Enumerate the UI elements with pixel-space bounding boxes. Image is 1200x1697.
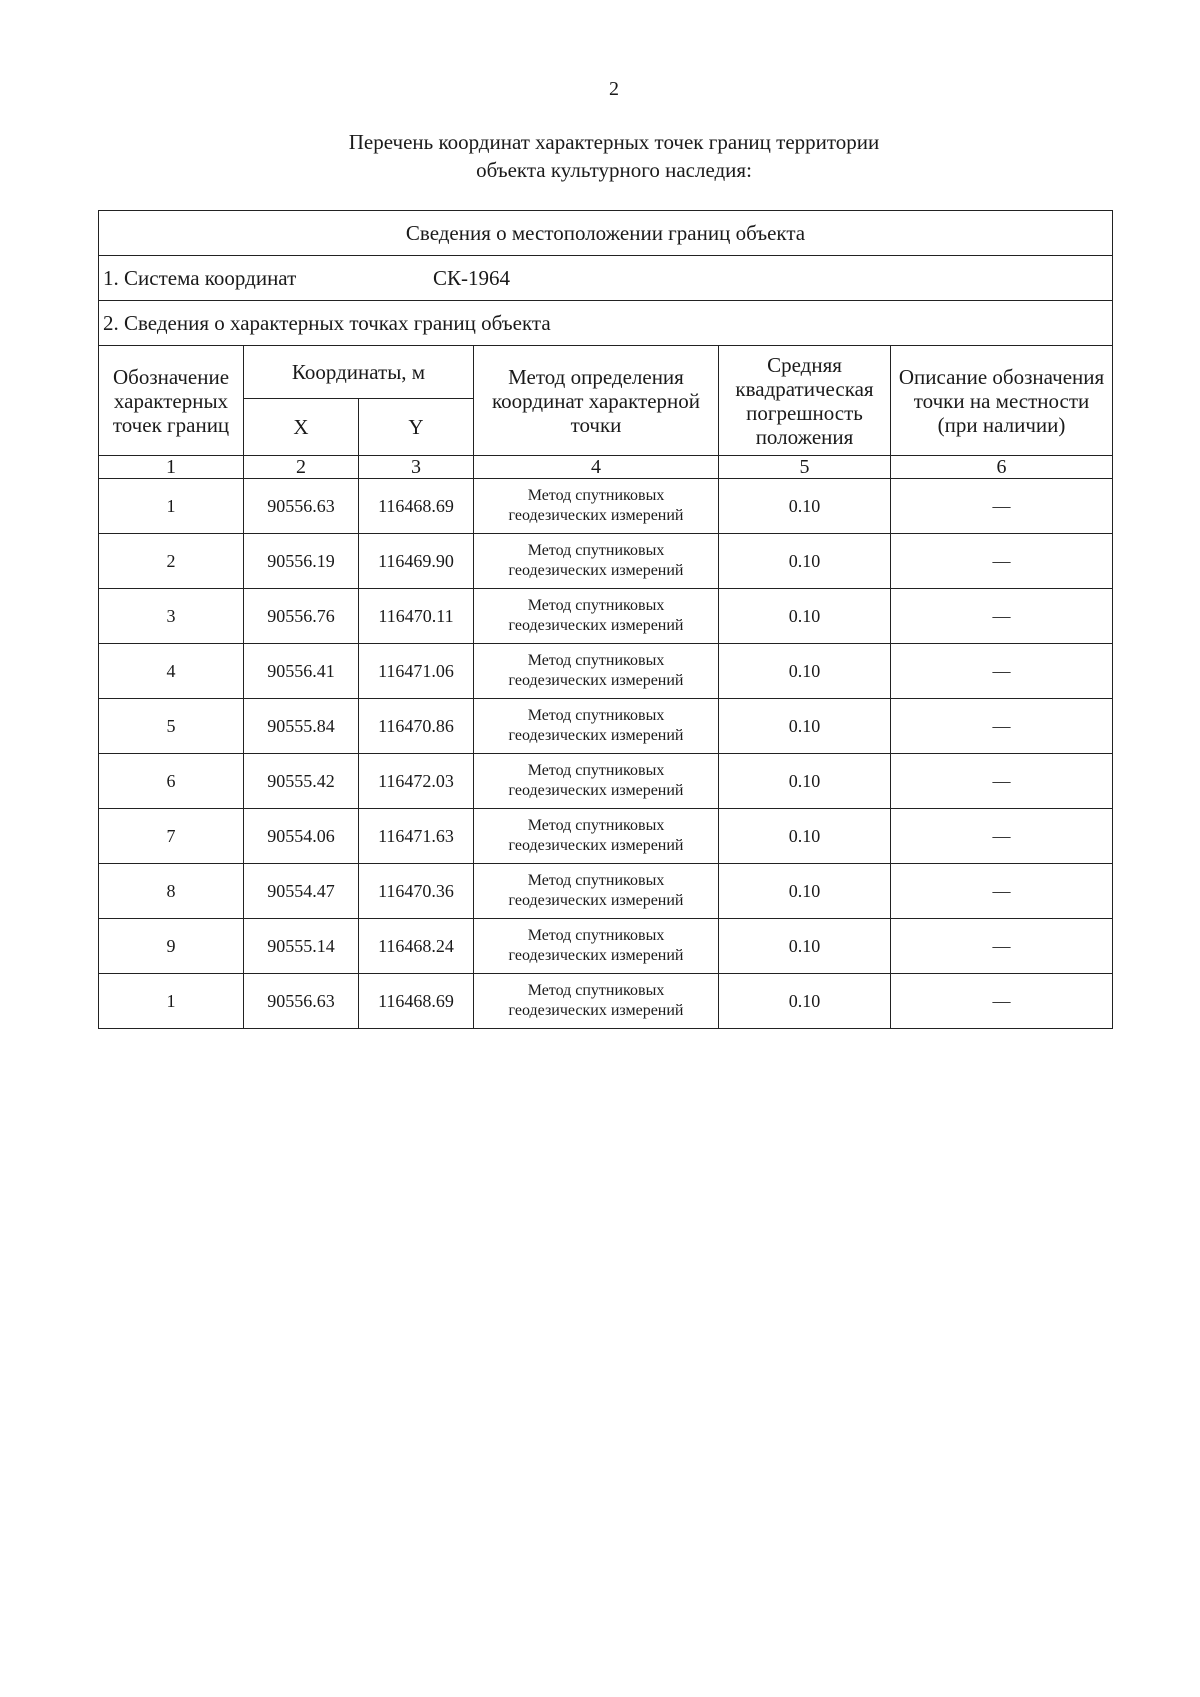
- error-cell: 0.10: [719, 754, 891, 809]
- table-row: [99, 864, 1113, 919]
- x-cell: 90556.63: [244, 974, 359, 1029]
- point-cell: 8: [99, 864, 244, 919]
- x-cell: 90556.76: [244, 589, 359, 644]
- page-number: 2: [609, 78, 619, 100]
- error-cell: 0.10: [719, 809, 891, 864]
- y-cell: 116468.69: [359, 974, 474, 1029]
- points-header-row: [99, 301, 1113, 346]
- point-cell: 6: [99, 754, 244, 809]
- x-cell: 90556.19: [244, 534, 359, 589]
- header-y: Y: [359, 399, 474, 456]
- error-cell: 0.10: [719, 589, 891, 644]
- point-cell: 3: [99, 589, 244, 644]
- description-cell: —: [891, 974, 1113, 1029]
- coord-system-label: 1. Система координат: [103, 265, 297, 290]
- error-cell: 0.10: [719, 644, 891, 699]
- table-row: [99, 754, 1113, 809]
- column-number: 5: [719, 456, 891, 479]
- method-cell: Метод спутниковых геодезических измерений: [474, 754, 719, 809]
- x-cell: 90554.06: [244, 809, 359, 864]
- description-cell: —: [891, 534, 1113, 589]
- title-line-2: объекта культурного наследия:: [476, 158, 752, 182]
- table-row: [99, 809, 1113, 864]
- description-cell: —: [891, 479, 1113, 534]
- description-cell: —: [891, 754, 1113, 809]
- header-error: Средняя квадратическая погрешность положения: [719, 346, 891, 456]
- table-row: [99, 644, 1113, 699]
- table-row: [99, 479, 1113, 534]
- y-cell: 116471.63: [359, 809, 474, 864]
- y-cell: 116468.24: [359, 919, 474, 974]
- error-cell: 0.10: [719, 919, 891, 974]
- title-line-1: Перечень координат характерных точек границ территории: [348, 130, 880, 154]
- y-cell: 116469.90: [359, 534, 474, 589]
- error-cell: 0.10: [719, 479, 891, 534]
- header-x: X: [244, 399, 359, 456]
- y-cell: 116472.03: [359, 754, 474, 809]
- x-cell: 90555.42: [244, 754, 359, 809]
- y-cell: 116470.11: [359, 589, 474, 644]
- description-cell: —: [891, 919, 1113, 974]
- y-cell: 116468.69: [359, 479, 474, 534]
- header-method: Метод определения координат характерной точки: [474, 346, 719, 456]
- method-cell: Метод спутниковых геодезических измерений: [474, 699, 719, 754]
- y-cell: 116471.06: [359, 644, 474, 699]
- column-number: 2: [244, 456, 359, 479]
- column-number: 4: [474, 456, 719, 479]
- method-cell: Метод спутниковых геодезических измерений: [474, 919, 719, 974]
- header-coords: Координаты, м: [244, 346, 474, 399]
- point-cell: 7: [99, 809, 244, 864]
- method-cell: Метод спутниковых геодезических измерений: [474, 809, 719, 864]
- column-number: 1: [99, 456, 244, 479]
- method-cell: Метод спутниковых геодезических измерений: [474, 534, 719, 589]
- method-cell: Метод спутниковых геодезических измерений: [474, 864, 719, 919]
- section-header-row: [99, 211, 1113, 256]
- document-title: [0, 128, 1200, 184]
- description-cell: —: [891, 809, 1113, 864]
- column-numbers-row: [99, 456, 1113, 479]
- x-cell: 90556.63: [244, 479, 359, 534]
- x-cell: 90554.47: [244, 864, 359, 919]
- method-cell: Метод спутниковых геодезических измерений: [474, 479, 719, 534]
- coordinates-table: [98, 210, 1113, 1029]
- point-cell: 9: [99, 919, 244, 974]
- column-number: 6: [891, 456, 1113, 479]
- point-cell: 4: [99, 644, 244, 699]
- table-row: [99, 699, 1113, 754]
- column-header-row: [99, 346, 1113, 399]
- table-body: [99, 479, 1113, 1029]
- coord-system-cell: [99, 256, 1113, 301]
- header-description: Описание обозначения точки на местности (при наличии): [891, 346, 1113, 456]
- x-cell: 90556.41: [244, 644, 359, 699]
- description-cell: —: [891, 589, 1113, 644]
- description-cell: —: [891, 864, 1113, 919]
- error-cell: 0.10: [719, 864, 891, 919]
- point-cell: 5: [99, 699, 244, 754]
- column-number: 3: [359, 456, 474, 479]
- points-header: 2. Сведения о характерных точках границ объекта: [99, 301, 1113, 346]
- description-cell: —: [891, 699, 1113, 754]
- method-cell: Метод спутниковых геодезических измерений: [474, 974, 719, 1029]
- description-cell: —: [891, 644, 1113, 699]
- table-row: [99, 919, 1113, 974]
- y-cell: 116470.36: [359, 864, 474, 919]
- section-header: Сведения о местоположении границ объекта: [99, 211, 1113, 256]
- point-cell: 1: [99, 974, 244, 1029]
- coord-system-value: СК-1964: [433, 265, 511, 290]
- table-row: [99, 974, 1113, 1029]
- error-cell: 0.10: [719, 699, 891, 754]
- y-cell: 116470.86: [359, 699, 474, 754]
- header-designation: Обозначение характерных точек границ: [99, 346, 244, 456]
- point-cell: 2: [99, 534, 244, 589]
- method-cell: Метод спутниковых геодезических измерений: [474, 644, 719, 699]
- error-cell: 0.10: [719, 534, 891, 589]
- x-cell: 90555.14: [244, 919, 359, 974]
- table-row: [99, 589, 1113, 644]
- error-cell: 0.10: [719, 974, 891, 1029]
- table-row: [99, 534, 1113, 589]
- coord-system-row: [99, 256, 1113, 301]
- method-cell: Метод спутниковых геодезических измерений: [474, 589, 719, 644]
- point-cell: 1: [99, 479, 244, 534]
- x-cell: 90555.84: [244, 699, 359, 754]
